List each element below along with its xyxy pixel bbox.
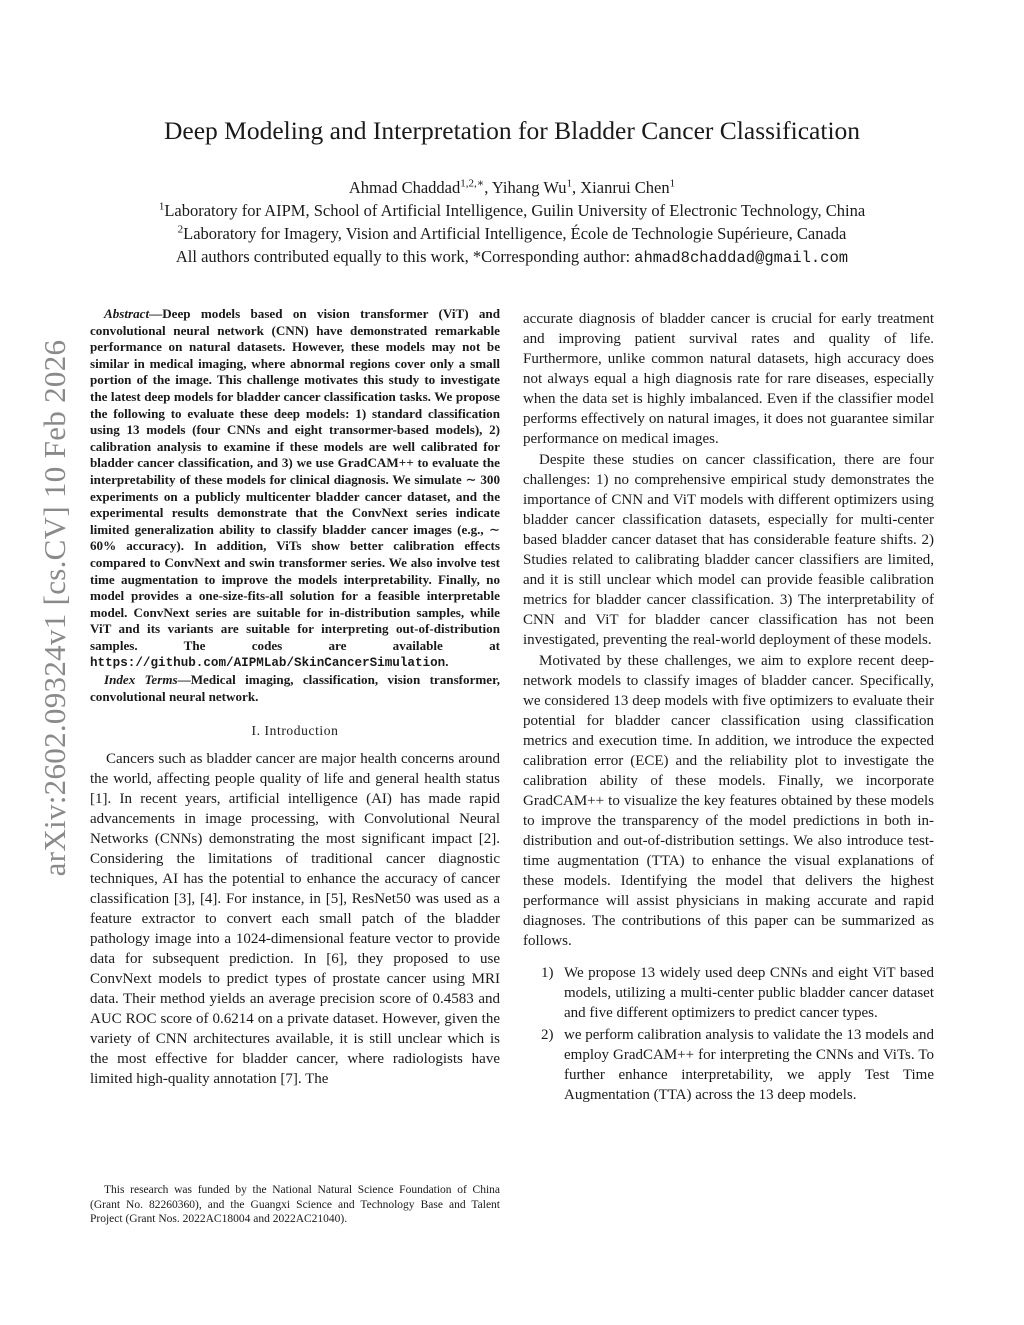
contributions-list <box>523 963 934 1105</box>
list-item <box>523 1025 934 1105</box>
index-terms-label: Index Terms <box>104 672 178 688</box>
list-item-text: we perform calibration analysis to validate the 13 models and employ GradCAM++ for interpreting the CNNs and ViTs. To further enhance interpretability, we apply Test Time Augmentation (TTA) across the 13 deep models. <box>564 1027 934 1103</box>
contribution-note: All authors contributed equally to this work, *Corresponding author: ahmad8chaddad@gmail.com <box>175 247 849 267</box>
intro-paragraph-3: Despite these studies on cancer classification, there are four challenges: 1) no comprehensive empirical study demonstrates the importance of CNN and ViT models with different optimizers using bladder cancer classification datasets, especially for multi-center based bladder cancer dataset that has considerable feature shifts. 2) Studies related to calibrating bladder cancer classifiers are limited, and it is still unclear which model can provide feasible calibration metrics for bladder cancer classification. 3) The interpretability of CNN and ViT for bladder cancer classification has not been investigated, preventing the real-world deployment of these models. <box>523 452 934 648</box>
abstract: Abstract—Deep models based on vision transformer (ViT) and convolutional neural network (CNN) have demonstrated remarkable performance on natural datasets. However, these models may not be similar in medical imaging, where abnormal regions cover only a small portion of the image. This challenge motivates this study to investigate the latest deep models for bladder cancer classification tasks. We propose the following to evaluate these deep models: 1) standard classification using 13 models (four CNNs and eight transormer-based models), 2) calibration analysis to examine if these models are well calibrated for bladder cancer classification, and 3) we use GradCAM++ to evaluate the interpretability of these models for clinical diagnosis. We simulate ∼ 300 experiments on a publicly multicenter bladder cancer dataset, and the experimental results demonstrate that the ConvNext series indicate limited generalization ability to classify bladder cancer images (e.g., ∼ 60% accuracy). In addition, ViTs show better calibration effects compared to ConvNext and swin transformer series. We also involve test time augmentation to improve the models interpretability. Finally, no model provides a one-size-fits-all solution for a feasible interpretable model. ConvNext series are suitable for in-distribution samples, while ViT and its variants are suitable for interpreting out-of-distribution samples. The codes are available at https://github.com/AIPMLab/SkinCancerSimulation. <box>90 306 500 671</box>
intro-paragraph-2: accurate diagnosis of bladder cancer is crucial for early treatment and improving patient survival rates and quality of life. Furthermore, unlike common natural datasets, high accuracy does not always equal a high diagnosis rate for rare diseases, especially when the data set is highly imbalanced. Even if the classifier model performs effectively on natural images, it does not guarantee similar performance on medical images. <box>523 311 934 447</box>
list-item-number: 2) <box>541 1027 554 1043</box>
list-item <box>523 963 934 1023</box>
section-heading-introduction: I. Introduction <box>251 723 339 739</box>
list-item-number: 1) <box>541 965 554 981</box>
index-terms: Index Terms—Medical imaging, classification, vision transformer, convolutional neural network. <box>90 672 500 704</box>
intro-paragraph-4: Motivated by these challenges, we aim to explore recent deep-network models to classify images of bladder cancer. Specifically, we considered 13 deep models with five optimizers to evaluate their potential for bladder cancer classification using classification metrics and execution time. In addition, we introduce the expected calibration error (ECE) and the reliability plot to investigate the calibration ability of these models. Finally, we incorporate GradCAM++ to visualize the key features obtained by these models to improve the transparency of the model predictions in both in-distribution and out-of-distribution settings. We also introduce test-time augmentation (TTA) to enhance the visual explanations of these models. Identifying the model that delivers the highest performance will assist physicians in making accurate and rapid diagnoses. The contributions of this paper can be summarized as follows. <box>523 653 934 949</box>
intro-paragraph-1: Cancers such as bladder cancer are major health concerns around the world, affecting people quality of life and general health status [1]. In recent years, artificial intelligence (AI) has made rapid advancements in image processing, with Convolutional Neural Networks (CNNs) demonstrating the most significant impact [2]. Considering the limitations of traditional cancer diagnostic techniques, AI has the potential to enhance the accuracy of cancer classification [3], [4]. For instance, in [5], ResNet50 was used as a feature extractor to convert each small patch of the bladder pathology image into a 1024-dimensional feature vector to provide data for subsequent prediction. In [6], they proposed to use ConvNext models to predict types of prostate cancer using MRI data. Their method yields an average precision score of 0.4583 and AUC ROC score of 0.6214 on a private dataset. However, given the variety of CNN architectures available, it is still unclear which is the most effective for bladder cancer, where radiologists have limited high-quality annotation [7]. The <box>90 751 500 1088</box>
author-email[interactable]: ahmad8chaddad@gmail.com <box>634 249 849 267</box>
funding-footnote: This research was funded by the National Natural Science Foundation of China (Grant No. 82260360), and the Guangxi Science and Technology Base and Talent Project (Grant Nos. 2022AC18004 and 2022AC21040). <box>90 1184 500 1225</box>
paper-title: Deep Modeling and Interpretation for Bladder Cancer Classification <box>163 116 861 145</box>
affiliation-1: $^1$Laboratory for AIPM, School of Artificial Intelligence, Guilin University of Electronic Technology, China <box>158 200 866 220</box>
arxiv-stamp: arXiv:2602.09324v1 [cs.CV] 10 Feb 2026 <box>37 339 72 877</box>
author-block <box>0 176 1024 270</box>
author-names: Ahmad Chaddad$^{1,2,∗}$, Yihang Wu$^1$, Xianrui Chen$^1$ <box>348 177 676 197</box>
affiliation-2: $^2$Laboratory for Imagery, Vision and Artificial Intelligence, École de Technologie Supérieure, Canada <box>177 223 847 243</box>
left-column <box>90 306 500 1089</box>
right-column <box>523 309 934 1107</box>
abstract-label: Abstract <box>104 306 150 321</box>
list-item-text: We propose 13 widely used deep CNNs and eight ViT based models, utilizing a multi-center public bladder cancer dataset and five different optimizers to predict cancer types. <box>564 965 934 1021</box>
code-link[interactable]: https://github.com/AIPMLab/SkinCancerSimulation <box>90 656 446 671</box>
